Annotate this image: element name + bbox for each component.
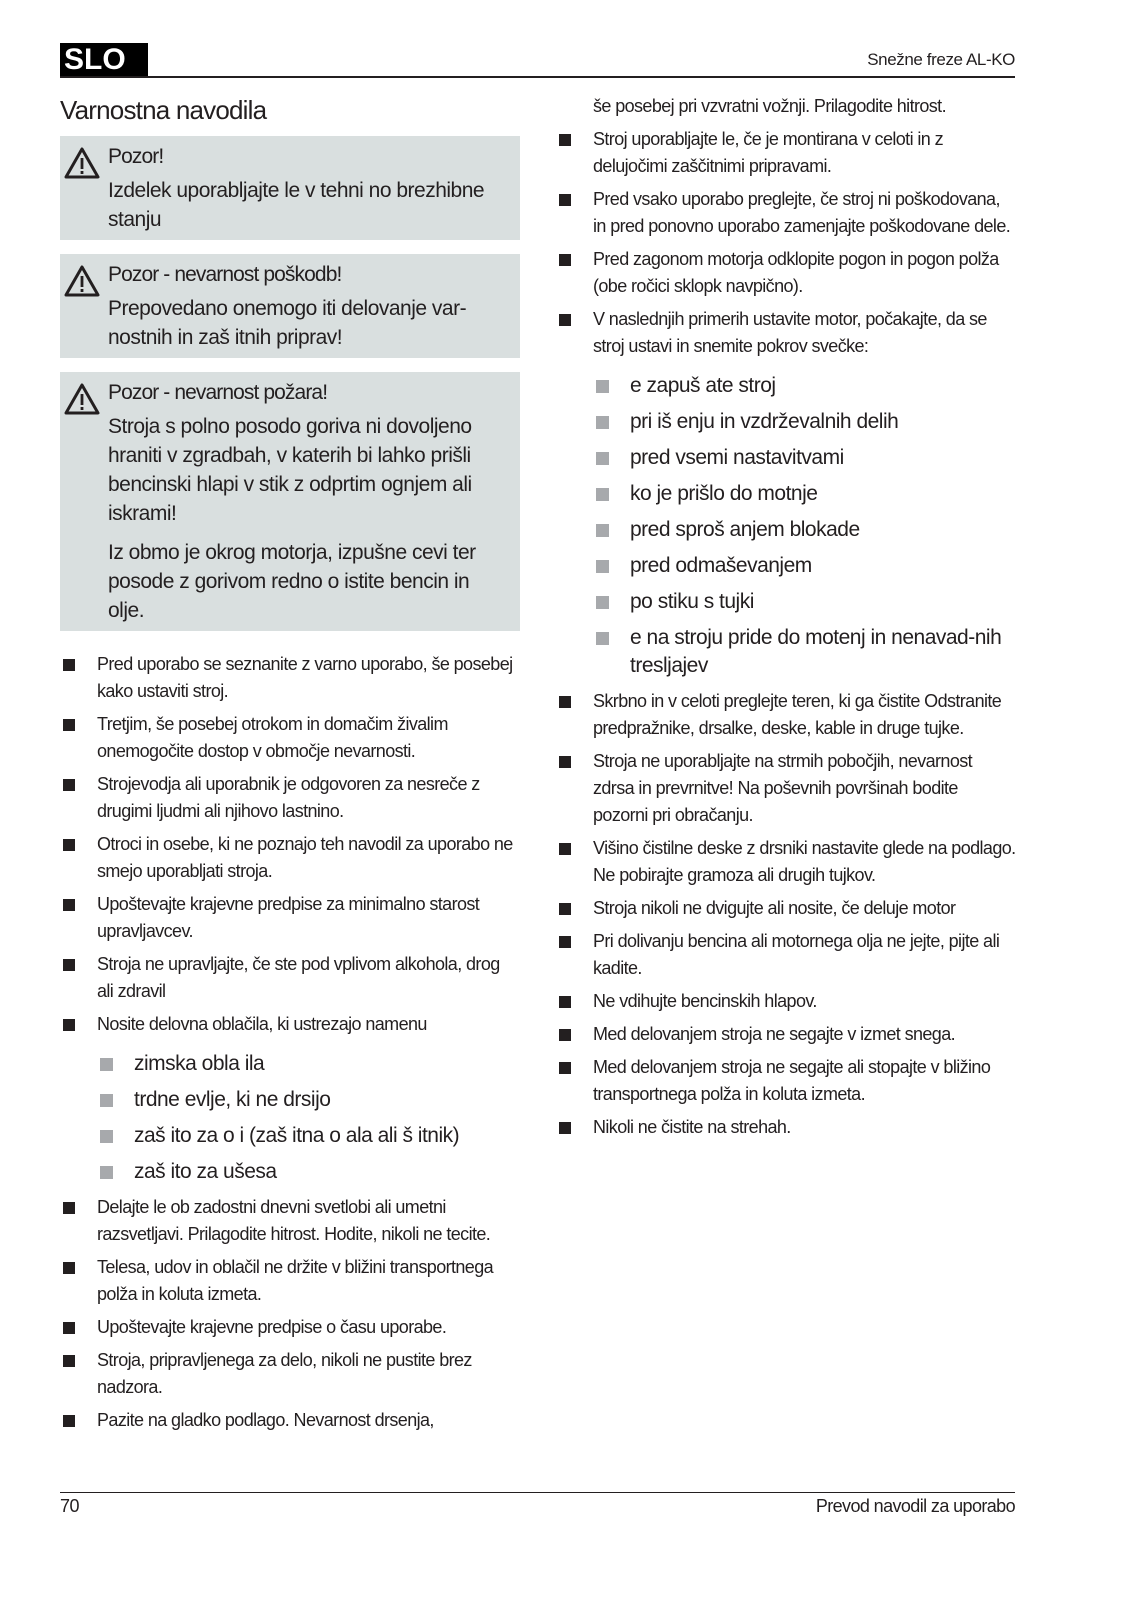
- language-badge: SLO: [60, 43, 148, 77]
- sub-list-item: [60, 1158, 520, 1186]
- continued-text: še posebej pri vzvratni vožnji. Prilagodite hitrost.: [593, 96, 946, 116]
- gray-square-bullet-icon: [100, 1166, 113, 1179]
- warning-box: [60, 136, 520, 240]
- list-item: [556, 126, 1016, 180]
- list-item: [60, 1347, 520, 1401]
- list-item-text: Stroja ne upravljajte, če ste pod vplivom alkohola, drog ali zdravil: [97, 954, 500, 1001]
- gray-square-bullet-icon: [596, 596, 609, 609]
- list-item: [556, 688, 1016, 742]
- list-item-text: Upoštevajte krajevne predpise o času uporabe.: [97, 1317, 447, 1337]
- gray-square-bullet-icon: [100, 1094, 113, 1107]
- list-item: [556, 835, 1016, 889]
- page-number: 70: [60, 1496, 80, 1516]
- sub-list-item-text: zaš ito za ušesa: [134, 1160, 277, 1183]
- sub-list-item-text: pred odmaševanjem: [630, 554, 812, 577]
- square-bullet-icon: [559, 936, 571, 948]
- list-item-text: Med delovanjem stroja ne segajte ali stopajte v bližino transportnega polža in koluta izmeta.: [593, 1057, 991, 1104]
- sub-list-item-text: trdne evlje, ki ne drsijo: [134, 1088, 331, 1111]
- sub-list-item-text: zaš ito za o i (zaš itna o ala ali š itnik): [134, 1124, 460, 1147]
- list-item-text: Nosite delovna oblačila, ki ustrezajo namenu: [97, 1014, 427, 1034]
- list-item-text: V naslednjih primerih ustavite motor, počakajte, da se stroj ustavi in snemite pokrov svečke:: [593, 309, 987, 356]
- square-bullet-icon: [63, 1322, 75, 1334]
- gray-square-bullet-icon: [100, 1130, 113, 1143]
- square-bullet-icon: [559, 134, 571, 146]
- sub-list-item: [556, 408, 1016, 436]
- gray-square-bullet-icon: [596, 452, 609, 465]
- sub-list-item-text: pred vsemi nastavitvami: [630, 446, 844, 469]
- list-item-text: Pri dolivanju bencina ali motornega olja ne jejte, pijte ali kadite.: [593, 931, 1000, 978]
- sub-list-item-text: e na stroju pride do motenj in nenavad-nih tresljajev: [630, 626, 1002, 677]
- warning-triangle-icon: [64, 264, 100, 298]
- sub-list-item-text: pri iš enju in vzdrževalnih delih: [630, 410, 899, 433]
- list-item: [556, 186, 1016, 240]
- gray-square-bullet-icon: [596, 632, 609, 645]
- square-bullet-icon: [559, 756, 571, 768]
- sub-list-item: [60, 1086, 520, 1114]
- footer-rule: [60, 1492, 1015, 1493]
- list-item-text: Otroci in osebe, ki ne poznajo teh navodil za uporabo ne smejo uporabljati stroja.: [97, 834, 513, 881]
- sub-list-item-text: zimska obla ila: [134, 1052, 265, 1075]
- list-item: [556, 988, 1016, 1015]
- list-item-text: Skrbno in v celoti preglejte teren, ki ga čistite Odstranite predpražnike, drsalke, deske, kable in druge tujke.: [593, 691, 1002, 738]
- list-item-text: Pazite na gladko podlago. Nevarnost drsenja,: [97, 1410, 434, 1430]
- list-item-text: Med delovanjem stroja ne segajte v izmet snega.: [593, 1024, 956, 1044]
- gray-square-bullet-icon: [596, 560, 609, 573]
- list-item: [60, 1314, 520, 1341]
- list-item: [60, 831, 520, 885]
- list-item-text: Pred vsako uporabo preglejte, če stroj ni poškodovana, in pred ponovno uporabo zamenjajte poškodovane dele.: [593, 189, 1011, 236]
- warning-title: Pozor!: [108, 145, 164, 168]
- square-bullet-icon: [63, 1202, 75, 1214]
- list-item-text: Delajte le ob zadostni dnevni svetlobi ali umetni razsvetljavi. Prilagodite hitrost. Hodite, nikoli ne tecite.: [97, 1197, 491, 1244]
- square-bullet-icon: [559, 843, 571, 855]
- warning-triangle-icon: [64, 382, 100, 416]
- list-item: [556, 306, 1016, 360]
- square-bullet-icon: [559, 1029, 571, 1041]
- list-item-text: Ne vdihujte bencinskih hlapov.: [593, 991, 817, 1011]
- square-bullet-icon: [559, 996, 571, 1008]
- warning-box: [60, 372, 520, 631]
- square-bullet-icon: [63, 839, 75, 851]
- left-column: [60, 94, 520, 1440]
- square-bullet-icon: [63, 779, 75, 791]
- square-bullet-icon: [559, 314, 571, 326]
- sub-list-item: [556, 552, 1016, 580]
- list-item-text: Tretjim, še posebej otrokom in domačim živalim onemogočite dostop v območje nevarnosti.: [97, 714, 448, 761]
- list-item: [60, 711, 520, 765]
- warning-text: Izdelek uporabljajte le v tehni no brezhibne stanju: [108, 179, 485, 231]
- list-item-text: Nikoli ne čistite na strehah.: [593, 1117, 791, 1137]
- footer-doc-type: Prevod navodil za uporabo: [815, 1496, 1015, 1516]
- sub-list-item: [556, 516, 1016, 544]
- sub-list-item: [60, 1122, 520, 1150]
- list-item-text: Stroja ne uporabljajte na strmih pobočjih, nevarnost zdrsa in prevrnitve! Na poševnih površinah bodite pozorni pri obračanju.: [593, 751, 973, 825]
- square-bullet-icon: [63, 1415, 75, 1427]
- square-bullet-icon: [63, 1262, 75, 1274]
- list-item: [556, 895, 1016, 922]
- square-bullet-icon: [63, 719, 75, 731]
- section-title: Varnostna navodila: [60, 95, 267, 125]
- list-item-text: Upoštevajte krajevne predpise za minimalno starost upravljavcev.: [97, 894, 480, 941]
- list-item-text: Višino čistilne deske z drsniki nastavite glede na podlago. Ne pobirajte gramoza ali drugih tujkov.: [593, 838, 1016, 885]
- list-item-text: Stroja nikoli ne dvigujte ali nosite, če deluje motor: [593, 898, 956, 918]
- list-item: [556, 928, 1016, 982]
- right-column: [556, 93, 1016, 1147]
- square-bullet-icon: [559, 254, 571, 266]
- list-item: [556, 246, 1016, 300]
- list-item: [556, 1021, 1016, 1048]
- list-item: [556, 748, 1016, 829]
- list-item-text: Stroj uporabljajte le, če je montirana v celoti in z delujočimi zaščitnimi pripravami.: [593, 129, 943, 176]
- square-bullet-icon: [63, 959, 75, 971]
- warning-text: Prepovedano onemogo iti delovanje var-nostnih in zaš itnih priprav!: [108, 297, 467, 349]
- sub-list-item: [556, 372, 1016, 400]
- warning-text: Iz obmo je okrog motorja, izpušne cevi ter posode z gorivom redno o istite bencin in olje.: [108, 541, 476, 622]
- warning-title: Pozor - nevarnost poškodb!: [108, 263, 342, 286]
- sub-list-item: [556, 624, 1016, 680]
- gray-square-bullet-icon: [596, 380, 609, 393]
- list-item: [60, 951, 520, 1005]
- square-bullet-icon: [559, 194, 571, 206]
- list-item-text: Telesa, udov in oblačil ne držite v bližini transportnega polža in koluta izmeta.: [97, 1257, 494, 1304]
- sub-list-item-text: ko je prišlo do motnje: [630, 482, 818, 505]
- list-item-text: Pred zagonom motorja odklopite pogon in pogon polža (obe ročici sklopk navpično).: [593, 249, 999, 296]
- list-item: [556, 1054, 1016, 1108]
- list-item-text: Stroja, pripravljenega za delo, nikoli ne pustite brez nadzora.: [97, 1350, 472, 1397]
- list-item: [60, 1194, 520, 1248]
- sub-list-item-text: e zapuš ate stroj: [630, 374, 776, 397]
- square-bullet-icon: [63, 1355, 75, 1367]
- list-item: [60, 891, 520, 945]
- square-bullet-icon: [559, 1062, 571, 1074]
- gray-square-bullet-icon: [596, 416, 609, 429]
- document-title: Snežne freze AL-KO: [867, 50, 1015, 69]
- list-item: [60, 651, 520, 705]
- list-item-text: Pred uporabo se seznanite z varno uporabo, še posebej kako ustaviti stroj.: [97, 654, 513, 701]
- square-bullet-icon: [559, 696, 571, 708]
- square-bullet-icon: [559, 1122, 571, 1134]
- square-bullet-icon: [63, 899, 75, 911]
- list-item: [60, 1254, 520, 1308]
- warning-triangle-icon: [64, 146, 100, 180]
- square-bullet-icon: [559, 903, 571, 915]
- sub-list-item-text: pred sproš anjem blokade: [630, 518, 860, 541]
- gray-square-bullet-icon: [596, 488, 609, 501]
- square-bullet-icon: [63, 659, 75, 671]
- warning-box: [60, 254, 520, 358]
- sub-list-item: [556, 480, 1016, 508]
- list-item: [60, 1011, 520, 1038]
- gray-square-bullet-icon: [100, 1058, 113, 1071]
- sub-list-item: [556, 444, 1016, 472]
- list-item-text: Strojevodja ali uporabnik je odgovoren za nesreče z drugimi ljudmi ali njihovo lastnino.: [97, 774, 480, 821]
- list-item: [556, 1114, 1016, 1141]
- sub-list-item-text: po stiku s tujki: [630, 590, 754, 613]
- sub-list-item: [60, 1050, 520, 1078]
- warning-title: Pozor - nevarnost požara!: [108, 381, 328, 404]
- warning-text: Stroja s polno posodo goriva ni dovoljeno hraniti v zgradbah, v katerih bi lahko prišli bencinski hlapi v stik z odprtim ognjem ali iskrami!: [108, 415, 472, 525]
- gray-square-bullet-icon: [596, 524, 609, 537]
- square-bullet-icon: [63, 1019, 75, 1031]
- sub-list-item: [556, 588, 1016, 616]
- header-rule: [60, 76, 1015, 78]
- list-item: [60, 1407, 520, 1434]
- list-item: [60, 771, 520, 825]
